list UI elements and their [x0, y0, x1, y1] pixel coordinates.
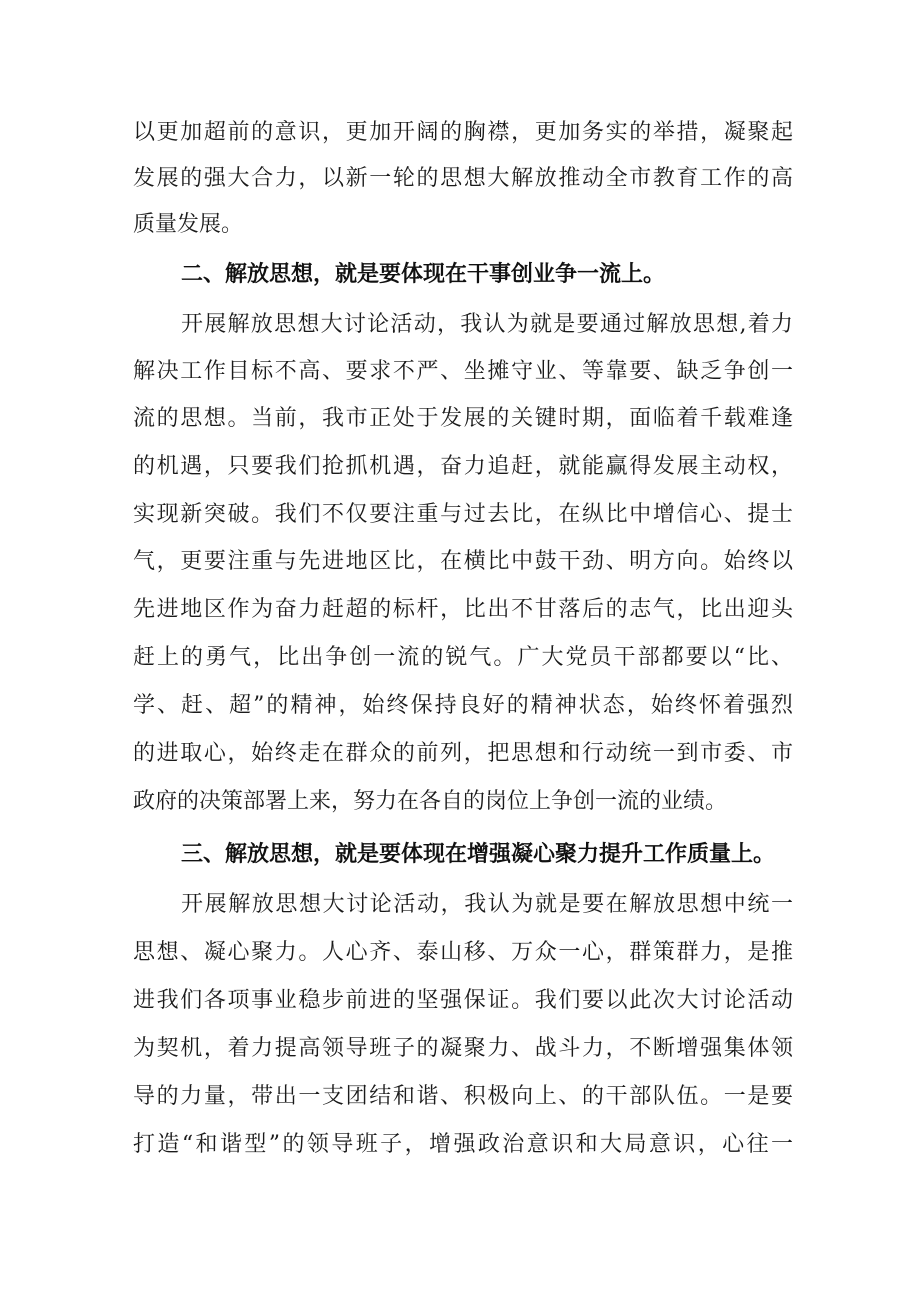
section-heading-3: 三、解放思想，就是要体现在增强凝心聚力提升工作质量上。 [181, 842, 776, 867]
paragraph-3-line-5: 导的力量，带出一支团结和谐、积极向上、的干部队伍。一是要 [133, 1084, 793, 1109]
paragraph-2-line-11: 政府的决策部署上来，努力在各自的岗位上争创一流的业绩。 [133, 789, 728, 814]
section-heading-2: 二、解放思想，就是要体现在干事创业争一流上。 [181, 262, 666, 287]
paragraph-2-line-9: 学、赶、超”的精神，始终保持良好的精神状态，始终怀着强烈 [133, 693, 793, 718]
paragraph-2-line-2: 解决工作目标不高、要求不严、坐摊守业、等靠要、缺乏争创一 [133, 359, 793, 384]
paragraph-2-line-1: 开展解放思想大讨论活动，我认为就是要通过解放思想,着力 [181, 312, 793, 337]
paragraph-2-line-10: 的进取心，始终走在群众的前列，把思想和行动统一到市委、市 [133, 741, 793, 766]
paragraph-2-line-8: 赶上的勇气，比出争创一流的锐气。广大党员干部都要以“比、 [133, 645, 793, 670]
paragraph-3-line-4: 为契机，着力提高领导班子的凝聚力、战斗力，不断增强集体领 [133, 1036, 793, 1061]
paragraph-2-line-4: 的机遇，只要我们抢抓机遇，奋力追赶，就能赢得发展主动权， [133, 454, 793, 479]
paragraph-2-line-5: 实现新突破。我们不仅要注重与过去比，在纵比中增信心、提士 [133, 502, 793, 527]
paragraph-2-line-3: 流的思想。当前，我市正处于发展的关键时期，面临着千载难逢 [133, 406, 793, 431]
paragraph-1-line-1: 以更加超前的意识，更加开阔的胸襟，更加务实的举措，凝聚起 [133, 120, 793, 145]
paragraph-2-line-7: 先进地区作为奋力赶超的标杆，比出不甘落后的志气，比出迎头 [133, 597, 793, 622]
paragraph-1-line-2: 发展的强大合力，以新一轮的思想大解放推动全市教育工作的高 [133, 166, 793, 191]
paragraph-2-line-6: 气，更要注重与先进地区比，在横比中鼓干劲、明方向。始终以 [133, 549, 793, 574]
paragraph-3-line-3: 进我们各项事业稳步前进的坚强保证。我们要以此次大讨论活动 [133, 988, 793, 1013]
paragraph-3-line-1: 开展解放思想大讨论活动，我认为就是要在解放思想中统一 [181, 892, 793, 917]
paragraph-1-line-3: 质量发展。 [133, 212, 244, 237]
paragraph-3-line-6: 打造“和谐型”的领导班子，增强政治意识和大局意识，心往一 [133, 1132, 793, 1157]
paragraph-3-line-2: 思想、凝心聚力。人心齐、泰山移、万众一心，群策群力，是推 [133, 940, 793, 965]
